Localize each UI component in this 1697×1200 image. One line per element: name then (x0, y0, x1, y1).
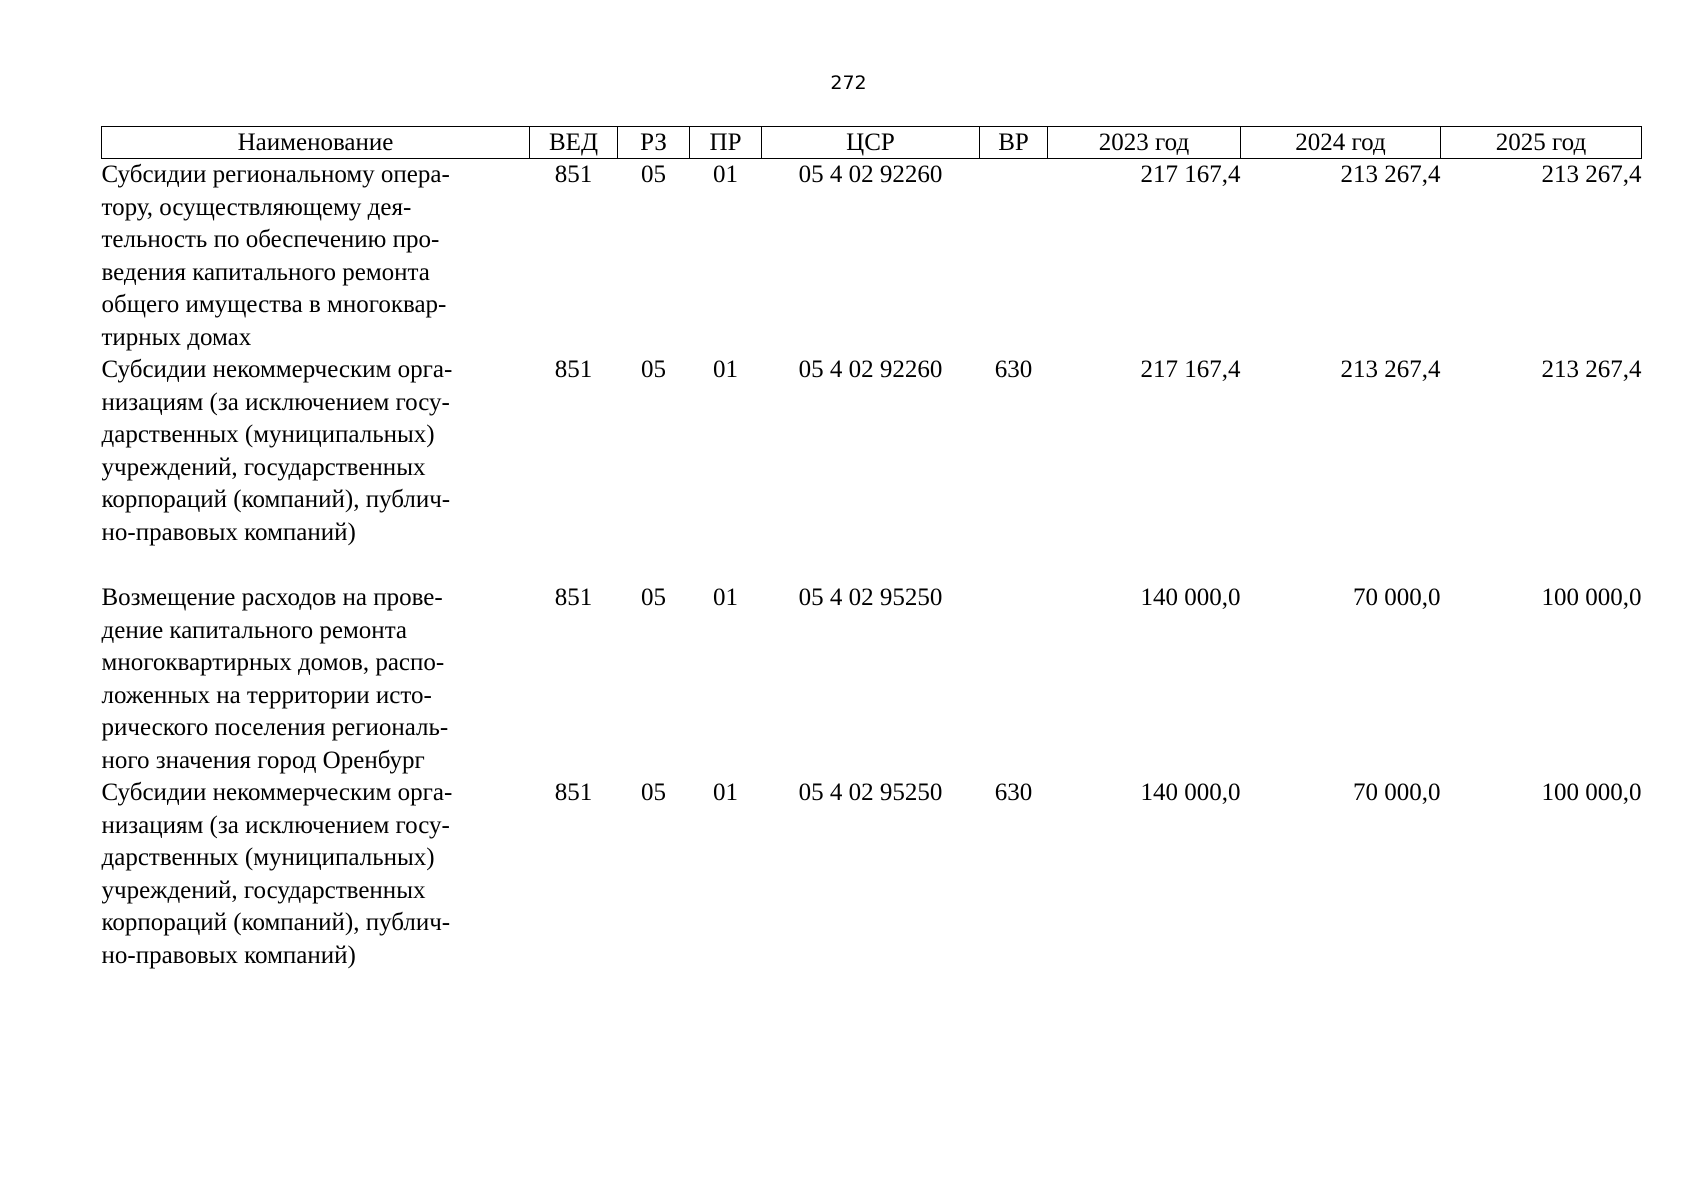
name-line: тору, осуществляющему дея- (101, 193, 412, 221)
header-2024: 2024 год (1241, 127, 1441, 159)
name-line: Субсидии некоммерческим орга- (101, 356, 453, 383)
row-2023: 140 000,0 (1140, 779, 1241, 806)
row-rz: 05 (641, 584, 666, 611)
row-2025: 100 000,0 (1541, 584, 1642, 611)
name-line: Субсидии региональному опера- (101, 161, 450, 188)
header-pr: ПР (690, 127, 762, 159)
row-2024: 70 000,0 (1353, 584, 1441, 611)
row-rz: 05 (641, 779, 666, 806)
row-rz: 05 (641, 356, 666, 383)
name-line: Возмещение расходов на прове- (101, 584, 443, 611)
row-pr: 01 (713, 356, 738, 383)
row-spacer-cell (102, 549, 1642, 582)
name-line: многоквартирных домов, распо- (101, 649, 445, 676)
row-name (102, 354, 530, 549)
row-vr: 630 (994, 356, 1033, 383)
row-name (102, 777, 530, 972)
table-row (102, 777, 1642, 972)
name-line: Субсидии некоммерческим орга- (101, 779, 453, 806)
name-line: рического поселения региональ- (101, 714, 449, 741)
row-pr: 01 (713, 161, 738, 188)
budget-table (101, 126, 1642, 972)
row-ved: 851 (554, 356, 593, 383)
page-number: 272 (830, 72, 867, 94)
header-name: Наименование (102, 127, 530, 159)
row-name (102, 159, 530, 355)
header-ved: ВЕД (530, 127, 618, 159)
name-line: ного значения город Оренбург (101, 746, 425, 774)
table-row (102, 159, 1642, 355)
row-2024: 213 267,4 (1340, 161, 1441, 188)
name-line: корпораций (компаний), публич- (101, 909, 451, 936)
row-ved: 851 (554, 161, 593, 188)
row-2025: 213 267,4 (1541, 356, 1642, 383)
name-line: учреждений, государственных (101, 453, 426, 481)
name-line: корпораций (компаний), публич- (101, 486, 451, 513)
row-2024: 70 000,0 (1353, 779, 1441, 806)
name-line: ложенных на территории исто- (101, 681, 432, 709)
row-csr: 05 4 02 92260 (798, 356, 943, 383)
header-2025: 2025 год (1441, 127, 1642, 159)
row-vr (980, 159, 1048, 355)
name-line: но-правовых компаний) (101, 518, 356, 546)
header-csr: ЦСР (762, 127, 980, 159)
header-2023: 2023 год (1048, 127, 1241, 159)
row-2024: 213 267,4 (1340, 356, 1441, 383)
row-2023: 140 000,0 (1140, 584, 1241, 611)
name-line: учреждений, государственных (101, 876, 426, 904)
row-2025: 100 000,0 (1541, 779, 1642, 806)
row-ved: 851 (554, 779, 593, 806)
name-line: общего имущества в многоквар- (101, 291, 447, 318)
row-pr: 01 (713, 779, 738, 806)
name-line: тельность по обеспечению про- (101, 226, 440, 253)
name-line: тирных домах (101, 323, 252, 351)
row-vr: 630 (994, 779, 1033, 806)
row-2025: 213 267,4 (1541, 161, 1642, 188)
row-csr: 05 4 02 95250 (798, 779, 943, 806)
name-line: но-правовых компаний) (101, 941, 356, 969)
row-rz: 05 (641, 161, 666, 188)
row-spacer (102, 549, 1642, 582)
header-vr: ВР (980, 127, 1048, 159)
name-line: дарственных (муниципальных) (101, 421, 435, 448)
row-name (102, 582, 530, 777)
row-csr: 05 4 02 95250 (798, 584, 943, 611)
name-line: низациям (за исключением госу- (101, 388, 450, 416)
row-ved: 851 (554, 584, 593, 611)
table-header-row (102, 127, 1642, 159)
name-line: низациям (за исключением госу- (101, 811, 450, 839)
row-vr (980, 582, 1048, 777)
table-row (102, 354, 1642, 549)
name-line: дение капитального ремонта (101, 616, 408, 644)
header-rz: РЗ (618, 127, 690, 159)
name-line: ведения капитального ремонта (101, 258, 430, 286)
row-2023: 217 167,4 (1140, 356, 1241, 383)
row-pr: 01 (713, 584, 738, 611)
table-row (102, 582, 1642, 777)
row-2023: 217 167,4 (1140, 161, 1241, 188)
row-csr: 05 4 02 92260 (798, 161, 943, 188)
name-line: дарственных (муниципальных) (101, 844, 435, 871)
